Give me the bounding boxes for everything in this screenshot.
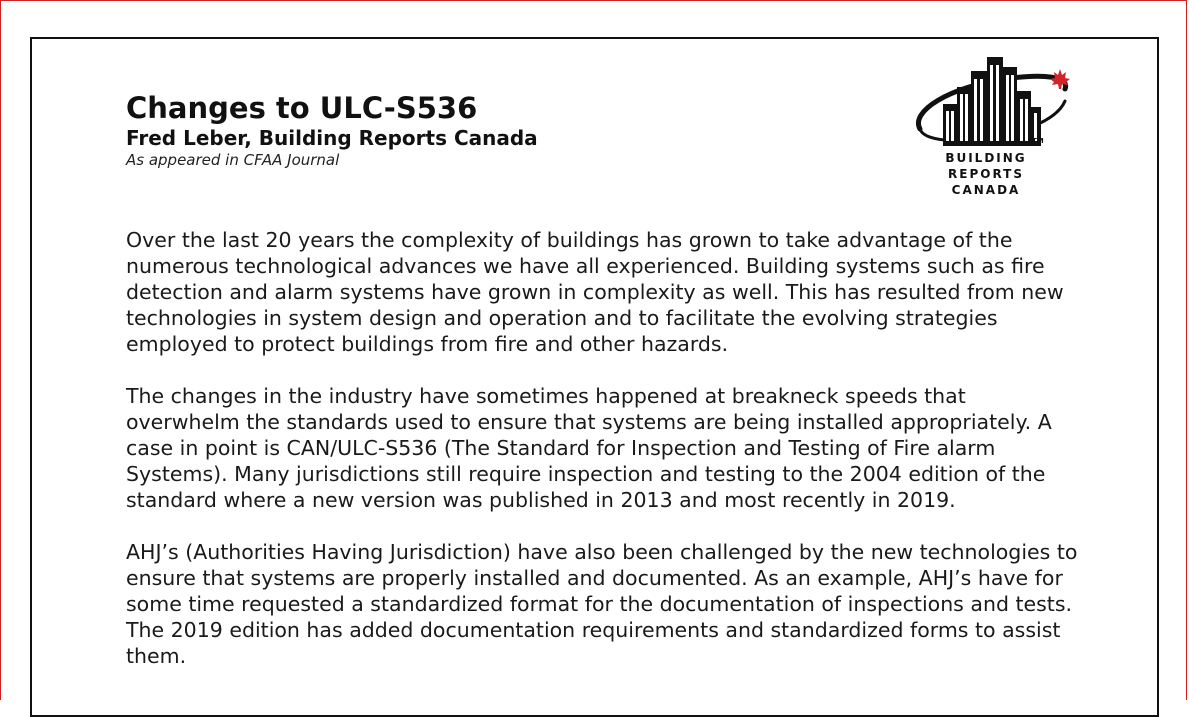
trademark-mark: TM (1032, 137, 1044, 145)
document-page (30, 37, 1159, 717)
author-line: Fred Leber, Building Reports Canada (126, 126, 538, 150)
paragraph-2: The changes in the industry have sometimes happened at breakneck speeds that overwhelm the standards used to ensure that systems are being installed appropriately. A case in point is CAN/ULC-S536 (The Standard for Inspection and Testing of Fire alarm Systems). Many jurisdictions still require inspection and testing to the 2004 edition of the standard where a new version was published in 2013 and most recently in 2019. (126, 384, 1052, 512)
article-body (126, 227, 1086, 695)
logo-word-canada: CANADA (951, 183, 1021, 197)
logo-wordmark (940, 150, 1032, 198)
source-line: As appeared in CFAA Journal (126, 151, 340, 169)
paragraph-1: Over the last 20 years the complexity of buildings has grown to take advantage of the numerous technological advances we have all experienced. Building systems such as fire detection and alarm systems have grown in complexity as well. This has resulted from new technologies in system design and operation and to facilitate the evolving strategies employed to protect buildings from fire and other hazards. (126, 228, 1064, 356)
article-title: Changes to ULC-S536 (126, 91, 478, 125)
article-header (126, 91, 538, 169)
logo-word-building: BUILDING (945, 151, 1027, 165)
logo-word-reports: REPORTS (948, 167, 1024, 181)
paragraph-3: AHJ’s (Authorities Having Jurisdiction) have also been challenged by the new technologies to ensure that systems are properly installed and documented. As an example, AHJ’s have for some time requested a standardized format for the documentation of inspections and tests. The 2019 edition has added documentation requirements and standardized forms to assist them. (126, 540, 1078, 668)
